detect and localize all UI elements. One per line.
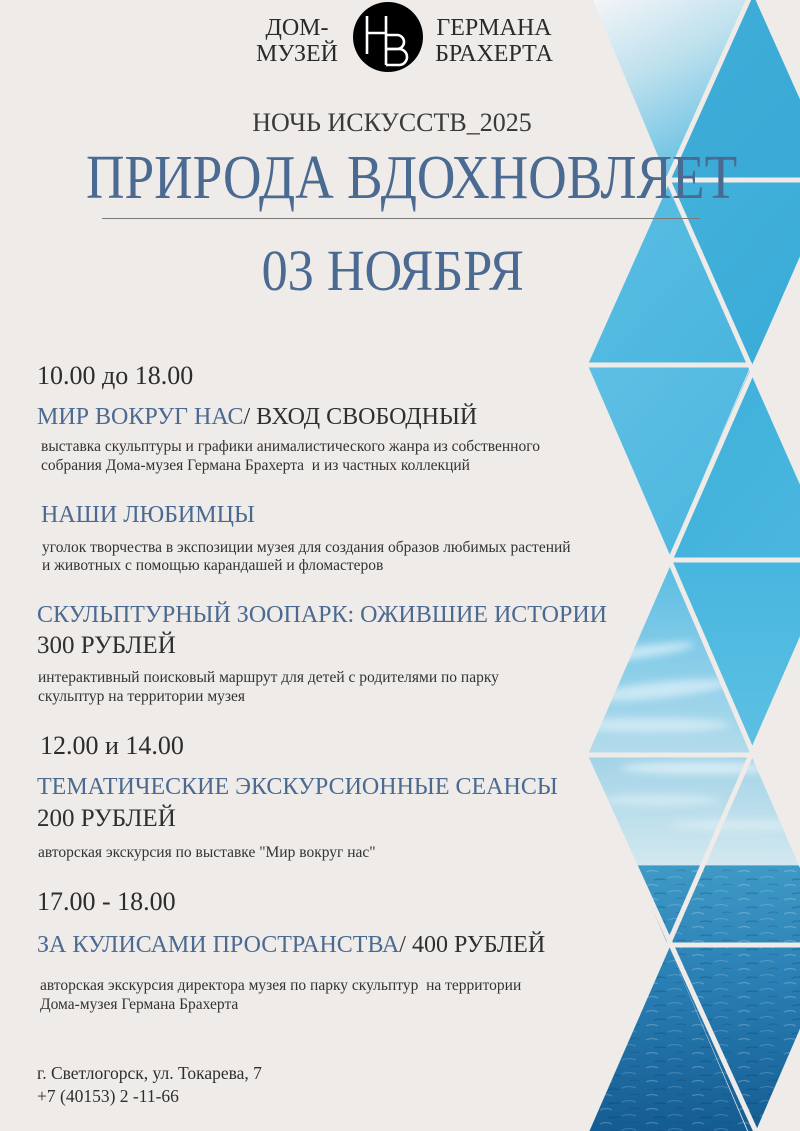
- title-container: [84, 144, 740, 212]
- event-3-price: 300 РУБЛЕЙ: [37, 632, 176, 659]
- event-5-heading: [37, 933, 545, 957]
- event-2-description-line1: уголок творчества в экспозиции музея для создания образов любимых растений: [42, 539, 571, 556]
- event-5-price: / 400 РУБЛЕЙ: [399, 932, 546, 958]
- event-3-title: СКУЛЬПТУРНЫЙ ЗООПАРК: ОЖИВШИЕ ИСТОРИИ: [37, 602, 607, 628]
- event-5-title: ЗА КУЛИСАМИ ПРОСТРАНСТВА: [37, 932, 400, 958]
- date-container: [243, 238, 543, 303]
- event-1-heading: [37, 405, 477, 429]
- event-5-description-line2: Дома-музея Германа Брахерта: [40, 996, 239, 1013]
- event-1-admission: / ВХОД СВОБОДНЫЙ: [243, 404, 478, 430]
- event-2-title: НАШИ ЛЮБИМЦЫ: [41, 502, 255, 528]
- event-5-description-line1: авторская экскурсия директора музея по парку скульптур на территории: [40, 977, 522, 994]
- museum-logo-hb-icon: [353, 2, 423, 72]
- page-title: ПРИРОДА ВДОХНОВЛЯЕТ: [86, 144, 738, 212]
- event-4-title: ТЕМАТИЧЕСКИЕ ЭКСКУРСИОННЫЕ СЕАНСЫ: [37, 774, 558, 800]
- event-3-description-line1: интерактивный поисковый маршрут для детей с родителями по парку: [38, 669, 499, 686]
- event-1-title: МИР ВОКРУГ НАС: [37, 404, 244, 430]
- header-right-line1: ГЕРМАНА: [436, 15, 552, 41]
- contact-phone: +7 (40153) 2 -11-66: [37, 1086, 179, 1106]
- header-left-line2: МУЗЕЙ: [255, 41, 339, 67]
- title-divider: [102, 218, 700, 219]
- event-date: 03 НОЯБРЯ: [261, 238, 525, 303]
- time-slot-3: 17.00 - 18.00: [37, 887, 176, 916]
- event-4-description-line1: авторская экскурсия по выставке "Мир вокруг нас": [38, 844, 376, 861]
- header-right-line2: БРАХЕРТА: [435, 41, 553, 67]
- event-series-label: НОЧЬ ИСКУССТВ_2025: [252, 108, 532, 137]
- event-1-description-line1: выставка скульптуры и графики анималистического жанра из собственного: [41, 438, 540, 455]
- contact-address: г. Светлогорск, ул. Токарева, 7: [37, 1063, 262, 1083]
- event-4-price: 200 РУБЛЕЙ: [37, 805, 176, 832]
- event-1-description-line2: собрания Дома-музея Германа Брахерта и из частных коллекций: [41, 457, 470, 474]
- header-left-line1: ДОМ-: [265, 15, 329, 41]
- event-3-description-line2: скульптур на территории музея: [38, 688, 246, 705]
- time-slot-2: 12.00 и 14.00: [40, 731, 184, 760]
- event-2-description-line2: и животных с помощью карандашей и фломастеров: [42, 557, 384, 574]
- time-slot-1: 10.00 до 18.00: [37, 361, 194, 390]
